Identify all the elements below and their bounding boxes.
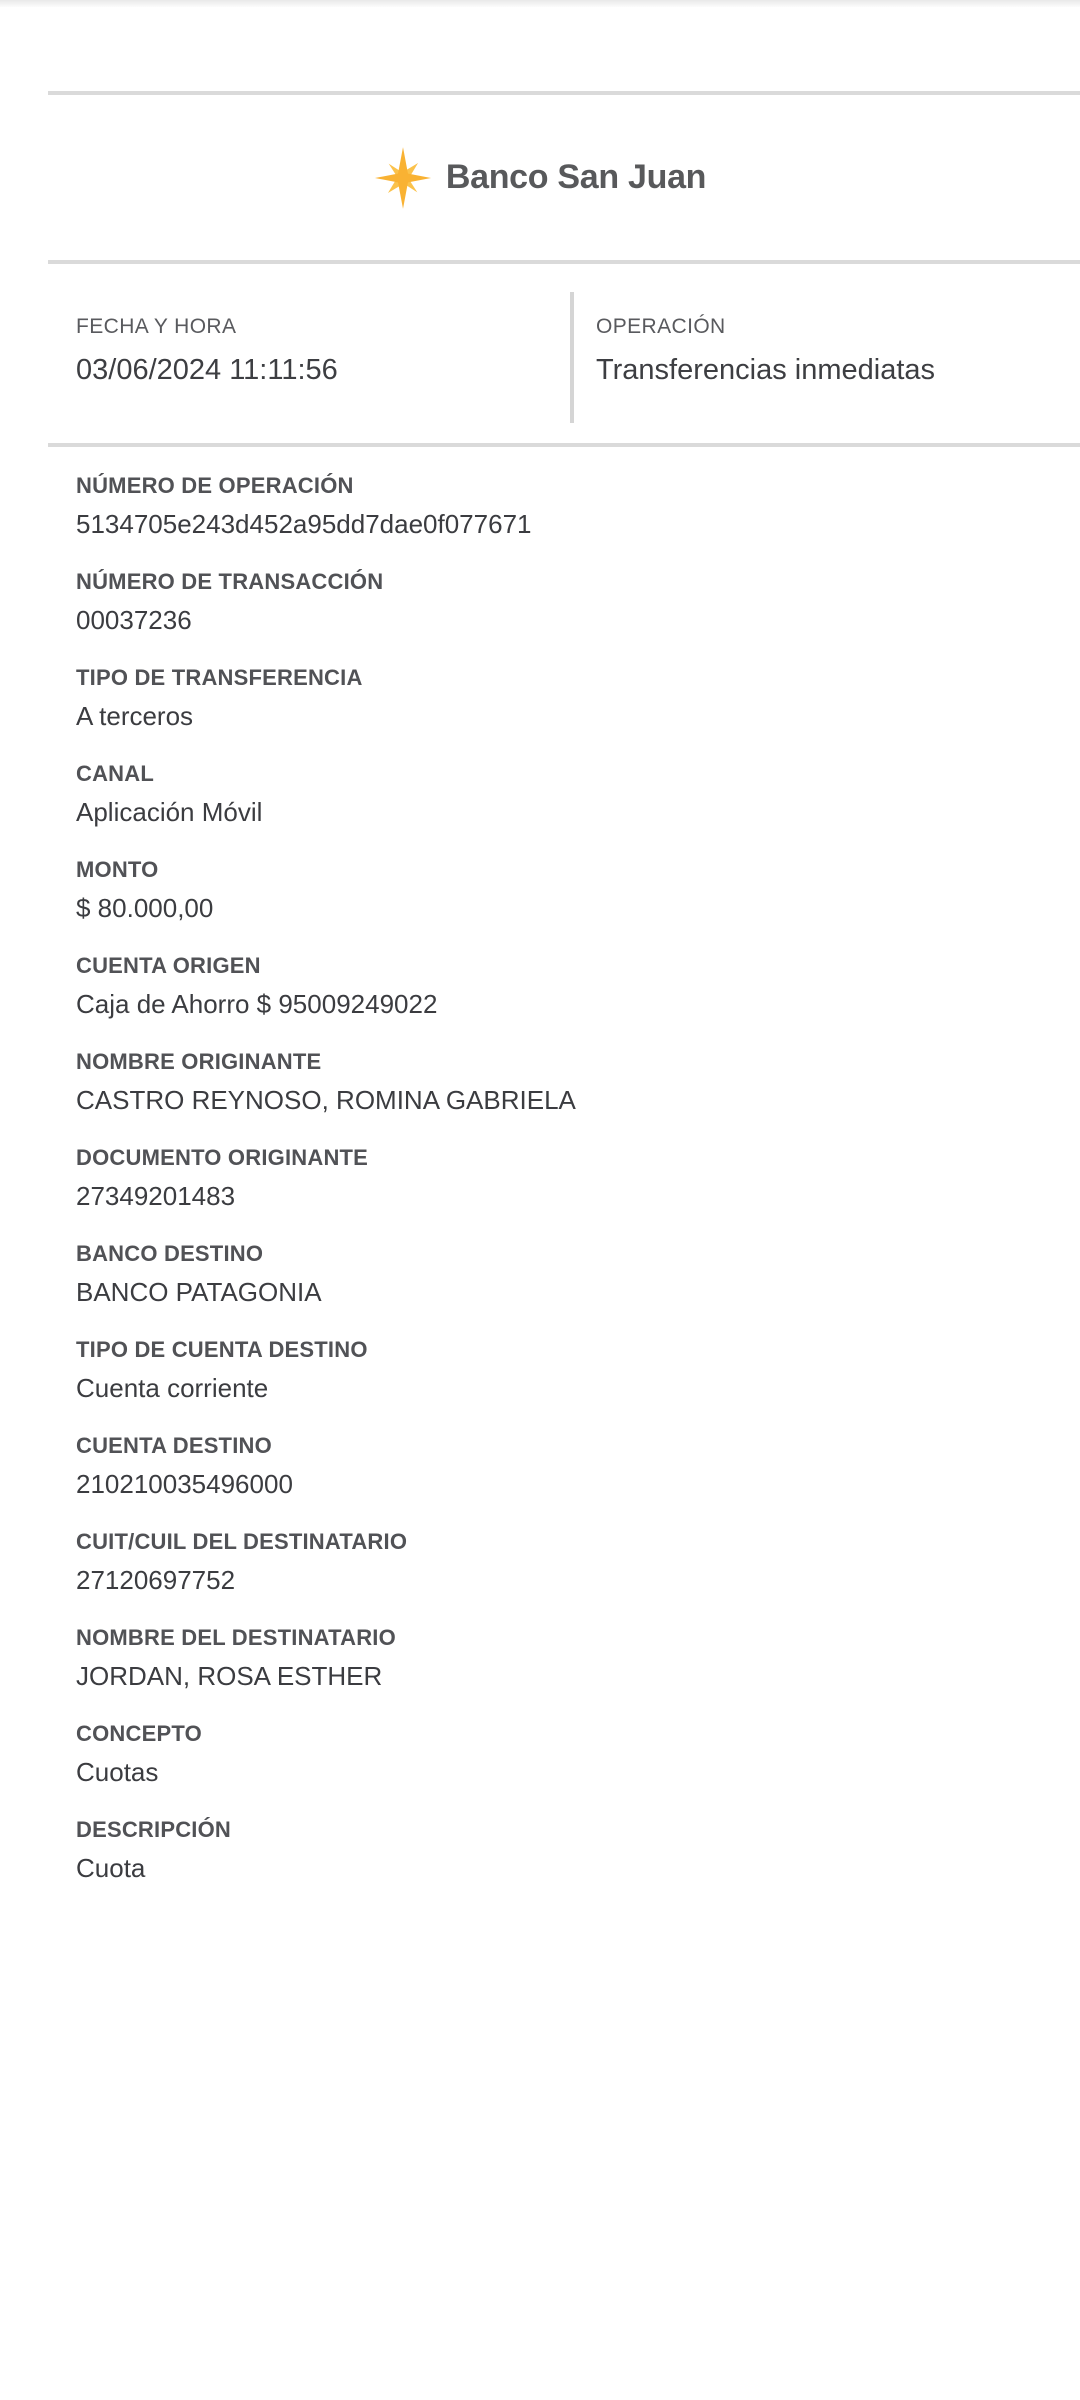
field-row xyxy=(76,1049,1040,1116)
field-value: CASTRO REYNOSO, ROMINA GABRIELA xyxy=(76,1085,576,1115)
field-label: CANAL xyxy=(76,761,154,786)
bank-name: Banco San Juan xyxy=(445,158,707,196)
receipt-fields xyxy=(0,447,1080,1884)
field-label: CUIT/CUIL DEL DESTINATARIO xyxy=(76,1529,408,1554)
field-label: DESCRIPCIÓN xyxy=(76,1817,231,1842)
operation-value: Transferencias inmediatas xyxy=(596,354,936,386)
field-label: DOCUMENTO ORIGINANTE xyxy=(76,1145,369,1170)
field-value: JORDAN, ROSA ESTHER xyxy=(76,1661,383,1691)
operation-label: OPERACIÓN xyxy=(596,315,726,338)
field-label: MONTO xyxy=(76,857,159,882)
top-scroll-shadow xyxy=(0,0,1080,7)
field-value: 27120697752 xyxy=(76,1565,236,1595)
field-value: $ 80.000,00 xyxy=(76,893,214,923)
field-row xyxy=(76,1721,1040,1788)
field-row xyxy=(76,1817,1040,1884)
header-vertical-divider xyxy=(570,292,574,423)
field-value: A terceros xyxy=(76,701,194,731)
field-value: 210210035496000 xyxy=(76,1469,293,1499)
logo-bar xyxy=(0,95,1080,260)
field-value: Cuota xyxy=(76,1853,146,1883)
field-label: TIPO DE CUENTA DESTINO xyxy=(76,1337,368,1362)
field-label: NÚMERO DE TRANSACCIÓN xyxy=(76,569,384,594)
field-row xyxy=(76,1241,1040,1308)
field-label: CUENTA DESTINO xyxy=(76,1433,272,1458)
field-row xyxy=(76,473,1040,540)
field-label: CONCEPTO xyxy=(76,1721,202,1746)
field-row xyxy=(76,857,1040,924)
receipt-header xyxy=(0,264,1080,443)
datetime-label: FECHA Y HORA xyxy=(76,315,237,338)
field-value: 27349201483 xyxy=(76,1181,236,1211)
field-label: CUENTA ORIGEN xyxy=(76,953,261,978)
operation-column xyxy=(572,264,1080,443)
field-label: NOMBRE DEL DESTINATARIO xyxy=(76,1625,396,1650)
field-row xyxy=(76,1625,1040,1692)
field-row xyxy=(76,569,1040,636)
bank-star-icon xyxy=(374,146,432,210)
field-value: Cuenta corriente xyxy=(76,1373,269,1403)
field-row xyxy=(76,1529,1040,1596)
field-label: TIPO DE TRANSFERENCIA xyxy=(76,665,363,690)
field-row xyxy=(76,1337,1040,1404)
field-label: BANCO DESTINO xyxy=(76,1241,264,1266)
field-row xyxy=(76,665,1040,732)
datetime-value: 03/06/2024 11:11:56 xyxy=(76,354,338,386)
field-value: 00037236 xyxy=(76,605,192,635)
field-row xyxy=(76,953,1040,1020)
field-row xyxy=(76,1433,1040,1500)
field-value: BANCO PATAGONIA xyxy=(76,1277,322,1307)
top-spacer xyxy=(0,7,1080,91)
datetime-column xyxy=(0,264,572,443)
field-value: 5134705e243d452a95dd7dae0f077671 xyxy=(76,509,532,539)
field-row xyxy=(76,1145,1040,1212)
field-label: NOMBRE ORIGINANTE xyxy=(76,1049,322,1074)
bank-logo xyxy=(374,146,706,210)
field-label: NÚMERO DE OPERACIÓN xyxy=(76,473,354,498)
field-value: Cuotas xyxy=(76,1757,159,1787)
field-value: Caja de Ahorro $ 95009249022 xyxy=(76,989,438,1019)
field-value: Aplicación Móvil xyxy=(76,797,263,827)
field-row xyxy=(76,761,1040,828)
